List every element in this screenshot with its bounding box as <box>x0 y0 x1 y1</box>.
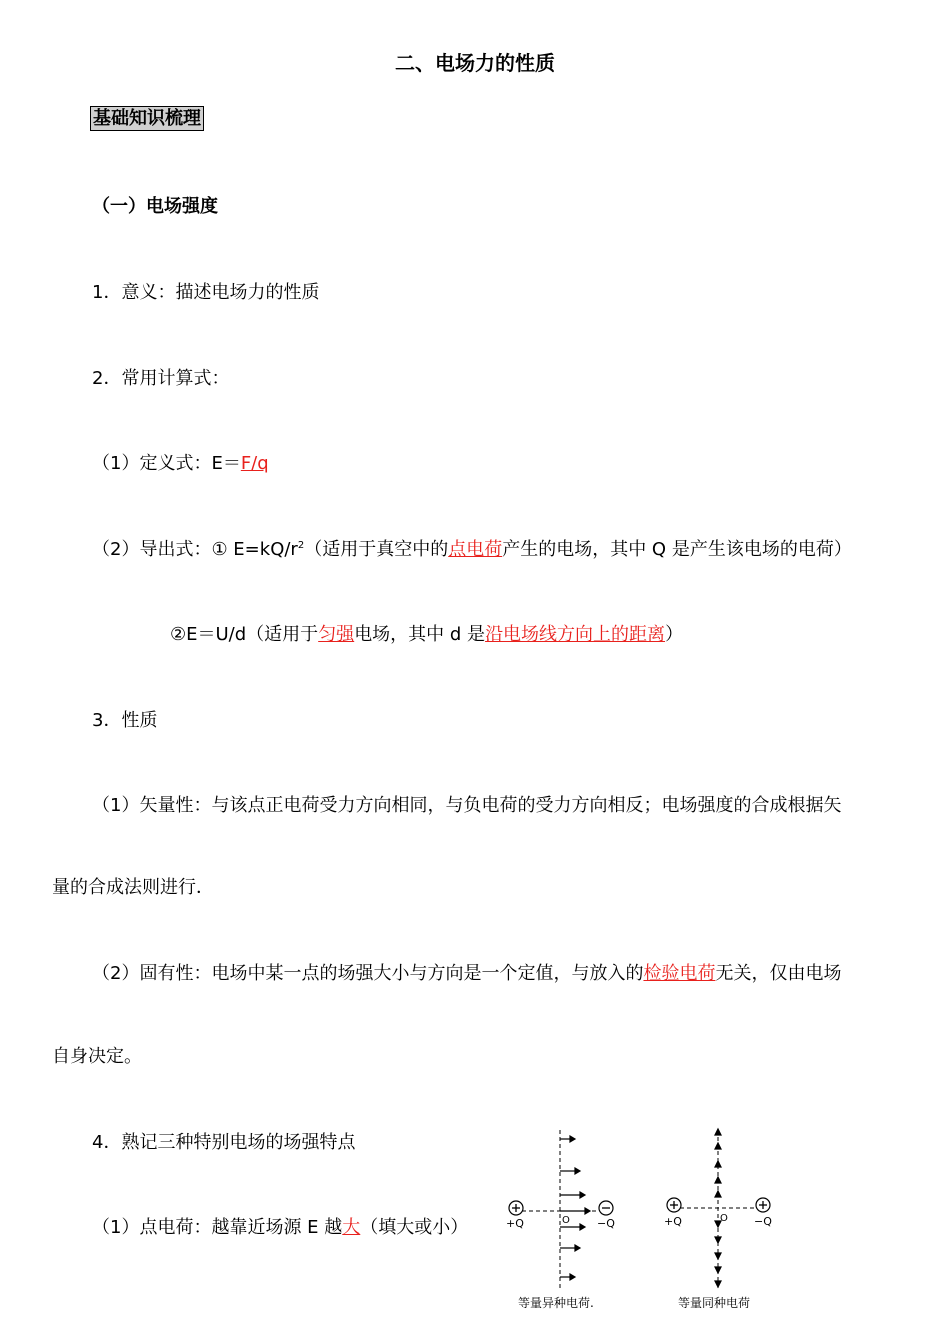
definition-prefix: （1）定义式：E＝ <box>92 453 241 474</box>
derived1-suffix: 产生的电场，其中 Q 是产生该电场的电荷） <box>502 539 852 560</box>
item-formulas: 2．常用计算式： <box>92 368 230 389</box>
derived2-suffix: ） <box>665 624 684 645</box>
derived1-mid: （适用于真空中的 <box>304 539 449 560</box>
positive-charge-icon <box>509 1201 523 1215</box>
vector-property-line2: 量的合成法则进行． <box>52 877 214 898</box>
field-arrows <box>560 1136 590 1280</box>
item-point-charge <box>92 1216 468 1240</box>
item-derived-formula-1 <box>92 538 852 562</box>
derived2-prefix: ②E＝U/d（适用于 <box>170 624 319 645</box>
item-properties: 3．性质 <box>92 710 158 731</box>
fig-right-origin: O <box>720 1213 728 1224</box>
item-meaning: 1．意义：描述电场力的性质 <box>92 282 320 303</box>
derived2-answer2: 沿电场线方向上的距离 <box>485 624 666 645</box>
derived1-answer: 点电荷 <box>448 539 503 560</box>
intrinsic-prefix: （2）固有性：电场中某一点的场强大小与方向是一个定值，与放入的 <box>92 963 644 984</box>
fig-right-caption: 等量同种电荷 <box>678 1296 751 1310</box>
intrinsic-answer: 检验电荷 <box>643 963 716 984</box>
item-derived-formula-2 <box>170 623 683 647</box>
item-definition-formula <box>92 452 269 476</box>
derived2-answer1: 匀强 <box>318 624 355 645</box>
subheading: （一）电场强度 <box>92 196 218 217</box>
derived1-prefix: （2）导出式：① E=kQ/r <box>92 539 298 560</box>
negative-charge-icon <box>599 1201 613 1215</box>
definition-answer: F/q <box>240 453 269 474</box>
point-charge-answer: 大 <box>342 1217 361 1238</box>
item-special-fields: 4．熟记三种特别电场的场强特点 <box>92 1132 356 1153</box>
derived2-mid: 电场，其中 d 是 <box>354 624 486 645</box>
section-label: 基础知识梳理 <box>90 106 204 131</box>
opposite-charges-figure <box>500 1125 625 1325</box>
page-title: 二、电场力的性质 <box>395 51 555 75</box>
intrinsic-property-line2: 自身决定。 <box>52 1046 142 1067</box>
intrinsic-suffix: 无关，仅由电场 <box>715 963 842 984</box>
point-charge-suffix: （填大或小） <box>360 1217 469 1238</box>
fig-right-right-label: −Q <box>754 1215 772 1228</box>
derived1-sup: 2 <box>297 540 305 551</box>
fig-right-left-label: +Q <box>664 1215 682 1228</box>
fig-left-minus-label: −Q <box>597 1217 615 1230</box>
fig-left-caption: 等量异种电荷. <box>518 1296 594 1310</box>
section-label-box <box>90 107 204 131</box>
left-charge-icon <box>667 1198 681 1212</box>
point-charge-prefix: （1）点电荷：越靠近场源 E 越 <box>92 1217 343 1238</box>
like-charges-figure <box>658 1125 783 1325</box>
fig-left-origin: O <box>562 1215 570 1226</box>
right-charge-icon <box>756 1198 770 1212</box>
vector-property-line1: （1）矢量性：与该点正电荷受力方向相同，与负电荷的受力方向相反；电场强度的合成根据矢 <box>92 795 842 816</box>
fig-left-plus-label: +Q <box>506 1217 524 1230</box>
intrinsic-property-line1 <box>92 962 841 986</box>
